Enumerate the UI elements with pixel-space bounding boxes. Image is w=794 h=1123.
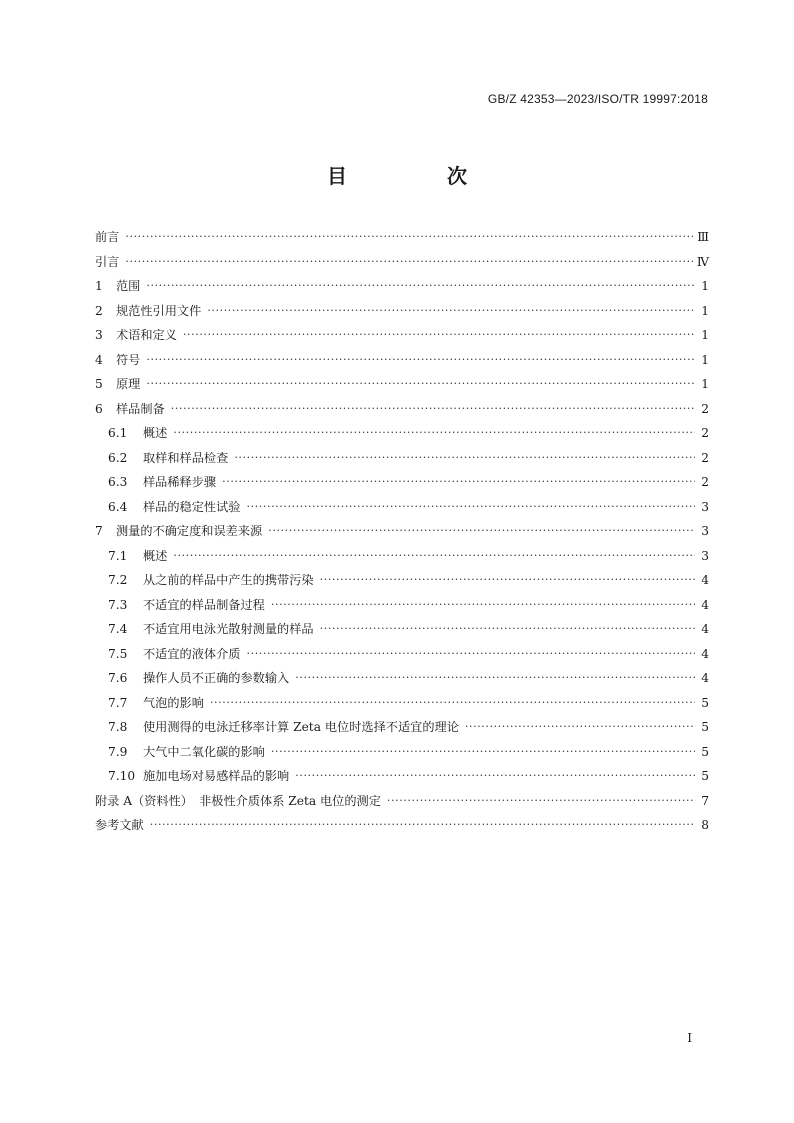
toc-entry-number: 3 <box>95 328 103 342</box>
table-of-contents <box>95 227 709 840</box>
standard-code: GB/Z 42353—2023/ISO/TR 19997:2018 <box>487 92 708 106</box>
toc-leader-dots <box>271 601 695 613</box>
toc-entry-number: 7.7 <box>108 695 128 710</box>
toc-entry-text: 原理 <box>116 377 141 391</box>
toc-title: 目 次 <box>327 164 507 188</box>
toc-entry-annex-a[interactable] <box>95 791 709 816</box>
toc-leader-dots <box>320 625 695 637</box>
toc-entry-text: 施加电场对易感样品的影响 <box>143 769 290 783</box>
toc-entry-introduction[interactable] <box>95 252 709 277</box>
toc-entry-number: 4 <box>95 352 103 367</box>
toc-leader-dots <box>465 723 695 735</box>
toc-entry-number: 6 <box>95 401 103 416</box>
toc-entry-text: 术语和定义 <box>116 328 177 342</box>
toc-leader-dots <box>210 699 695 711</box>
toc-entry-number: 1 <box>95 279 103 293</box>
toc-entry-6[interactable] <box>95 399 709 424</box>
toc-leader-dots <box>268 527 695 539</box>
toc-leader-dots <box>247 650 696 662</box>
toc-entry-page: 2 <box>701 426 709 440</box>
toc-entry-text: 参考文献 <box>95 818 144 832</box>
toc-entry-number: 7.3 <box>108 597 128 612</box>
toc-entry-text: 前言 <box>95 230 120 244</box>
toc-entry-3[interactable] <box>95 325 709 350</box>
toc-entry-text: 使用测得的电泳迁移率计算 Zeta 电位时选择不适宜的理论 <box>143 720 459 734</box>
toc-leader-dots <box>222 478 695 490</box>
toc-entry-page: 3 <box>701 499 709 514</box>
toc-entry-page: 3 <box>701 548 709 563</box>
toc-entry-text: 取样和样品检查 <box>143 450 229 465</box>
toc-entry-text: 大气中二氧化碳的影响 <box>143 744 265 759</box>
toc-entry-number: 7.2 <box>108 573 128 587</box>
toc-entry-page: 4 <box>701 646 709 661</box>
toc-entry-7-2[interactable] <box>95 570 709 595</box>
toc-leader-dots <box>320 576 695 588</box>
toc-entry-text: 范围 <box>116 279 141 293</box>
toc-entry-7-7[interactable] <box>95 693 709 718</box>
toc-entry-6-1[interactable] <box>95 423 709 448</box>
toc-entry-number: 6.1 <box>108 426 128 440</box>
toc-entry-page: 4 <box>701 622 709 636</box>
toc-entry-page: 1 <box>701 377 709 391</box>
toc-entry-page: 4 <box>701 597 709 612</box>
page-number: I <box>687 1031 692 1045</box>
toc-entry-page: 2 <box>701 475 709 489</box>
toc-entry-number: 6.3 <box>108 475 128 489</box>
toc-entry-6-4[interactable] <box>95 497 709 522</box>
toc-entry-4[interactable] <box>95 350 709 375</box>
toc-entry-page: 4 <box>701 671 709 685</box>
toc-entry-1[interactable] <box>95 276 709 301</box>
toc-leader-dots <box>183 331 695 343</box>
toc-entry-7-8[interactable] <box>95 717 709 742</box>
toc-entry-bibliography[interactable] <box>95 815 709 840</box>
toc-entry-number: 7.4 <box>108 622 128 636</box>
toc-entry-text: 不适宜用电泳光散射测量的样品 <box>143 622 314 636</box>
toc-entry-number: 2 <box>95 303 103 318</box>
toc-entry-page: 5 <box>701 769 709 783</box>
toc-entry-text: 附录 A（资料性） 非极性介质体系 Zeta 电位的测定 <box>95 793 381 808</box>
toc-entry-2[interactable] <box>95 301 709 326</box>
toc-entry-text: 规范性引用文件 <box>116 303 202 318</box>
toc-entry-page: 1 <box>701 352 709 367</box>
toc-leader-dots <box>234 454 695 466</box>
toc-entry-7-10[interactable] <box>95 766 709 791</box>
toc-entry-number: 5 <box>95 377 103 391</box>
toc-entry-7-1[interactable] <box>95 546 709 571</box>
toc-entry-number: 6.2 <box>108 450 128 465</box>
toc-entry-text: 符号 <box>116 352 141 367</box>
toc-leader-dots <box>146 282 695 294</box>
toc-entry-6-2[interactable] <box>95 448 709 473</box>
toc-entry-page: 8 <box>701 818 709 832</box>
toc-leader-dots <box>247 503 696 515</box>
toc-entry-text: 从之前的样品中产生的携带污染 <box>143 573 314 587</box>
toc-entry-text: 样品的稳定性试验 <box>143 499 241 514</box>
toc-leader-dots <box>125 233 693 245</box>
toc-entry-page: 7 <box>701 793 709 808</box>
toc-leader-dots <box>387 797 695 809</box>
toc-entry-number: 7.5 <box>108 646 128 661</box>
toc-entry-page: Ⅲ <box>697 230 709 244</box>
toc-entry-text: 概述 <box>143 548 168 563</box>
toc-entry-number: 6.4 <box>108 499 128 514</box>
toc-entry-7-4[interactable] <box>95 619 709 644</box>
toc-leader-dots <box>146 356 695 368</box>
toc-entry-number: 7 <box>95 524 103 538</box>
toc-entry-page: 1 <box>701 303 709 318</box>
toc-entry-page: 5 <box>701 744 709 759</box>
toc-entry-text: 引言 <box>95 254 120 269</box>
toc-leader-dots <box>125 258 692 270</box>
toc-entry-page: Ⅳ <box>696 254 709 269</box>
toc-entry-page: 3 <box>701 524 709 538</box>
toc-entry-text: 样品制备 <box>116 401 165 416</box>
toc-entry-page: 5 <box>701 720 709 734</box>
toc-entry-text: 气泡的影响 <box>143 695 204 710</box>
toc-entry-text: 不适宜的样品制备过程 <box>143 597 265 612</box>
toc-entry-number: 7.8 <box>108 720 128 734</box>
toc-leader-dots <box>150 821 695 833</box>
toc-entry-7-9[interactable] <box>95 742 709 767</box>
toc-leader-dots <box>295 674 695 686</box>
toc-leader-dots <box>207 307 695 319</box>
toc-entry-text: 不适宜的液体介质 <box>143 646 241 661</box>
toc-leader-dots <box>173 552 695 564</box>
toc-entry-5[interactable] <box>95 374 709 399</box>
toc-entry-text: 样品稀释步骤 <box>143 475 217 489</box>
toc-entry-7[interactable] <box>95 521 709 546</box>
toc-entry-page: 5 <box>701 695 709 710</box>
toc-entry-page: 2 <box>701 450 709 465</box>
toc-entry-page: 4 <box>701 573 709 587</box>
toc-leader-dots <box>171 405 695 417</box>
toc-entry-text: 测量的不确定度和误差来源 <box>116 524 263 538</box>
toc-leader-dots <box>271 748 695 760</box>
toc-entry-page: 2 <box>701 401 709 416</box>
toc-leader-dots <box>146 380 695 392</box>
toc-entry-7-6[interactable] <box>95 668 709 693</box>
toc-entry-7-5[interactable] <box>95 644 709 669</box>
toc-entry-text: 操作人员不正确的参数输入 <box>143 671 290 685</box>
toc-entry-number: 7.6 <box>108 671 128 685</box>
toc-entry-foreword[interactable] <box>95 227 709 252</box>
toc-entry-text: 概述 <box>143 426 168 440</box>
toc-entry-number: 7.10 <box>108 769 136 783</box>
toc-entry-number: 7.9 <box>108 744 128 759</box>
toc-entry-number: 7.1 <box>108 548 128 563</box>
toc-leader-dots <box>295 772 695 784</box>
toc-entry-7-3[interactable] <box>95 595 709 620</box>
toc-entry-page: 1 <box>701 279 709 293</box>
toc-entry-6-3[interactable] <box>95 472 709 497</box>
toc-leader-dots <box>173 429 695 441</box>
toc-entry-page: 1 <box>701 328 709 342</box>
